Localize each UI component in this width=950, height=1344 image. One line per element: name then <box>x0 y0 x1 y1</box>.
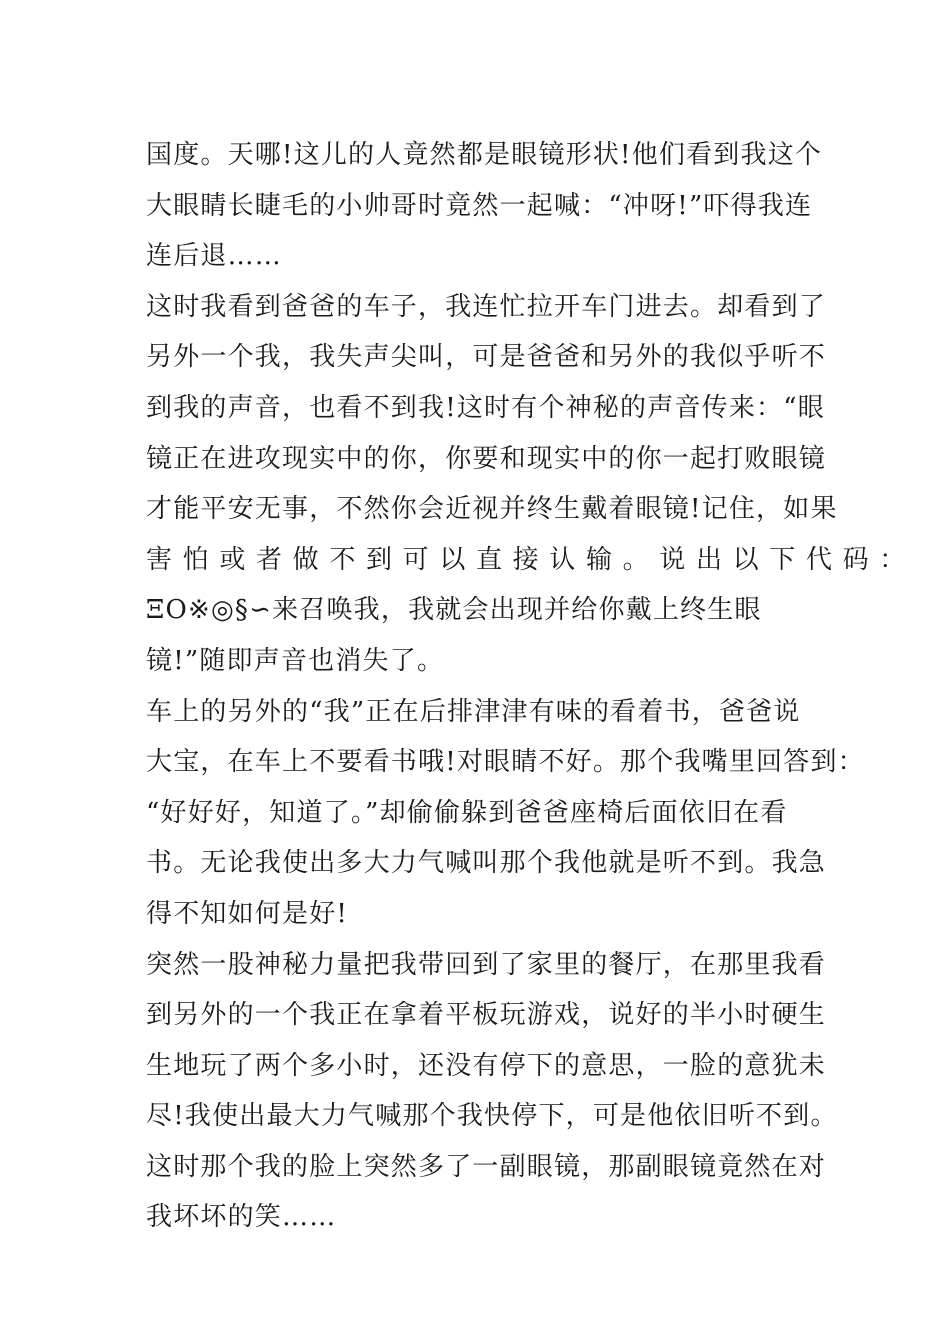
text-line: “好好好，知道了。”却偷偷躲到爸爸座椅后面依旧在看 <box>146 797 788 828</box>
text-line: 才能平安无事，不然你会近视并终生戴着眼镜!记住，如果 <box>146 494 838 525</box>
text-line: 突然一股神秘力量把我带回到了家里的餐厅，在那里我看 <box>146 949 827 980</box>
text-line: 另外一个我，我失声尖叫，可是爸爸和另外的我似乎听不 <box>146 342 827 373</box>
text-line: ΞΟ※◎§∽来召唤我，我就会出现并给你戴上终生眼 <box>146 595 762 626</box>
text-line: 镜!”随即声音也消失了。 <box>146 645 445 676</box>
text-line: 连后退…… <box>146 241 283 272</box>
text-line: 大宝，在车上不要看书哦!对眼睛不好。那个我嘴里回答到： <box>146 747 865 778</box>
text-line: 这时那个我的脸上突然多了一副眼镜，那副眼镜竟然在对 <box>146 1151 827 1182</box>
text-line: 车上的另外的“我”正在后排津津有味的看着书，爸爸说 <box>146 696 801 727</box>
text-line: 到我的声音，也看不到我!这时有个神秘的声音传来：“眼 <box>146 392 825 423</box>
story-text <box>146 130 907 1243</box>
text-line: 得不知如何是好! <box>146 898 349 929</box>
text-line: 这时我看到爸爸的车子，我连忙拉开车门进去。却看到了 <box>146 291 827 322</box>
text-line: 书。无论我使出多大力气喊叫那个我他就是听不到。我急 <box>146 848 827 879</box>
text-line: 害 怕 或 者 做 不 到 可 以 直 接 认 输 。 说 出 以 下 代 码 ： <box>146 544 907 575</box>
text-line: 生地玩了两个多小时，还没有停下的意思，一脸的意犹未 <box>146 1050 827 1081</box>
text-line: 到另外的一个我正在拿着平板玩游戏，说好的半小时硬生 <box>146 1000 827 1031</box>
text-line: 尽!我使出最大力气喊那个我快停下，可是他依旧听不到。 <box>146 1101 838 1132</box>
text-line: 镜正在进攻现实中的你，你要和现实中的你一起打败眼镜 <box>146 443 827 474</box>
text-line: 国度。天哪!这儿的人竟然都是眼镜形状!他们看到我这个 <box>146 140 823 170</box>
text-line: 大眼睛长睫毛的小帅哥时竟然一起喊：“冲呀!”吓得我连 <box>146 190 813 221</box>
text-line: 我坏坏的笑…… <box>146 1202 337 1233</box>
